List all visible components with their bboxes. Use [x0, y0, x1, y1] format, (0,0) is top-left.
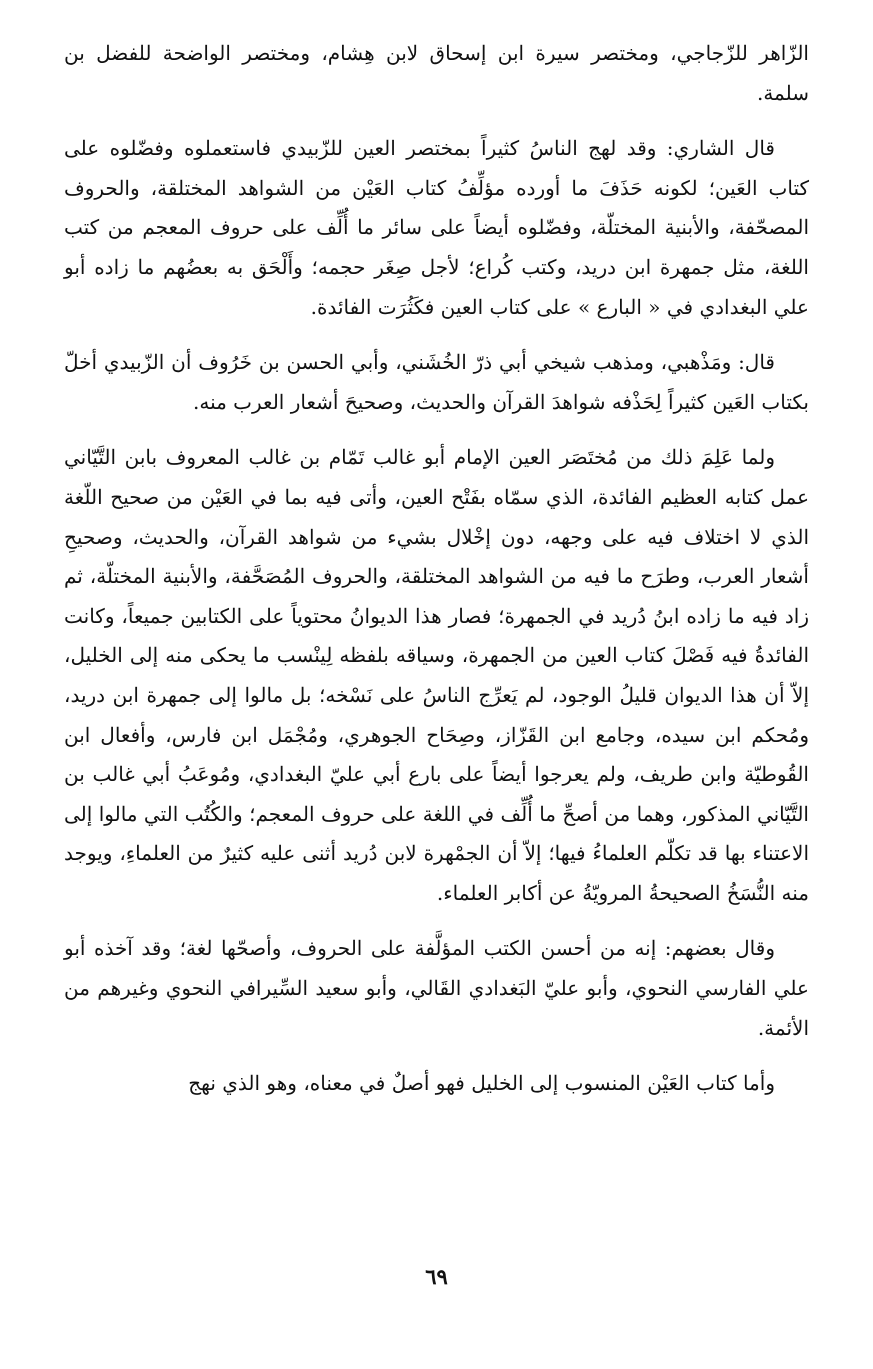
body-text	[64, 34, 809, 1120]
paragraph-1: الزّاهر للزّجاجي، ومختصر سيرة ابن إسحاق لابن هِشام، ومختصر الواضحة للفضل بن سلمة.	[64, 41, 809, 105]
paragraph-5: وقال بعضهم: إنه من أحسن الكتب المؤلَّفة على الحروف، وأصحّها لغة؛ وقد آخذه أبو علي الفارسي النحوي، وأبو عليّ البَغدادي القَالي، وأبو سعيد السِّيرافي النحوي وغيرهم من الأئمة.	[64, 936, 809, 1040]
paragraph-3: قال: ومَذْهبي، ومذهب شيخي أبي ذرّ الخُشَني، وأبي الحسن بن خَرُوف أن الزّبيدي أخلّ بكتاب العَين كثيراً لِحَذْفه شواهدَ القرآن والحديث، وصحيحَ أشعار العرب منه.	[64, 350, 809, 414]
paragraph-6: وأما كتاب العَيْن المنسوب إلى الخليل فهو أصلٌ في معناه، وهو الذي نهج	[188, 1071, 775, 1096]
paragraph-2: قال الشاري: وقد لهج الناسُ كثيراً بمختصر العين للزّبيدي فاستعملوه وفضّلوه على كتاب العَين؛ لكونه حَذَفَ ما أورده مؤلِّفُ كتاب العَيْن من الشواهد المختلقة، والحروف المصحّفة، والأبنية المختلّة، وفضّلوه أيضاً على سائر ما أُلِّف على حروف المعجم من كتب اللغة، مثل جمهرة ابن دريد، وكتب كُراع؛ لأجل صِغَر حجمه؛ وأَلْحَق به بعضُهم ما زاده أبو علي البغدادي في « البارع » على كتاب العين فكَثُرَت الفائدة.	[64, 136, 809, 319]
paragraph-4: ولما عَلِمَ ذلك من مُختَصَر العين الإمام أبو غالب تَمّام بن غالب المعروف بابن التَّيّاني عمل كتابه العظيم الفائدة، الذي سمّاه بفَتْح العين، وأتى فيه بما في العَيْن من صحيح اللّغة الذي لا اختلاف فيه على وجهه، دون إخْلال بشيء من شواهد القرآن، والحديث، وصحيحِ أشعار العرب، وطرَح ما فيه من الشواهد المختلقة، والحروف المُصَحَّفة، والأبنية المختلّة، ثم زاد فيه ما زاده ابنُ دُريد في الجمهرة؛ فصار هذا الديوانُ محتوياً على الكتابين جميعاً، وكانت الفائدةُ فيه فَصْلَ كتاب العين من الجمهرة، وسياقه بلفظه لِينْسب ما يحكى منه إلى الخليل، إلاّ أن هذا الديوان قليلُ الوجود، لم يَعرِّج الناسُ على نَسْخه؛ بل مالوا إلى جمهرة ابن دريد، ومُحكم ابن سيده، وجامع ابن القَزّاز، وصِحَاح الجوهري، ومُجْمَل ابن فارس، وأفعال ابن القُوطيّة وابن طريف، ولم يعرجوا أيضاً على بارع أبي عليّ البغدادي، ومُوعَبُ أبي غالب بن التَّيّاني المذكور، وهما من أصحِّ ما أُلِّف في اللغة على حروف المعجم؛ والكُتُب التي مالوا إلى الاعتناء بها قد تكلّم العلماءُ فيها؛ إلاّ أن الجمْهرة لابن دُريد أثنى عليه كثيرٌ من العلماءِ، ويوجد منه النُّسَخُ الصحيحةُ المرويّةُ عن أكابر العلماء.	[64, 445, 809, 905]
page-number: ٦٩	[425, 1264, 448, 1289]
